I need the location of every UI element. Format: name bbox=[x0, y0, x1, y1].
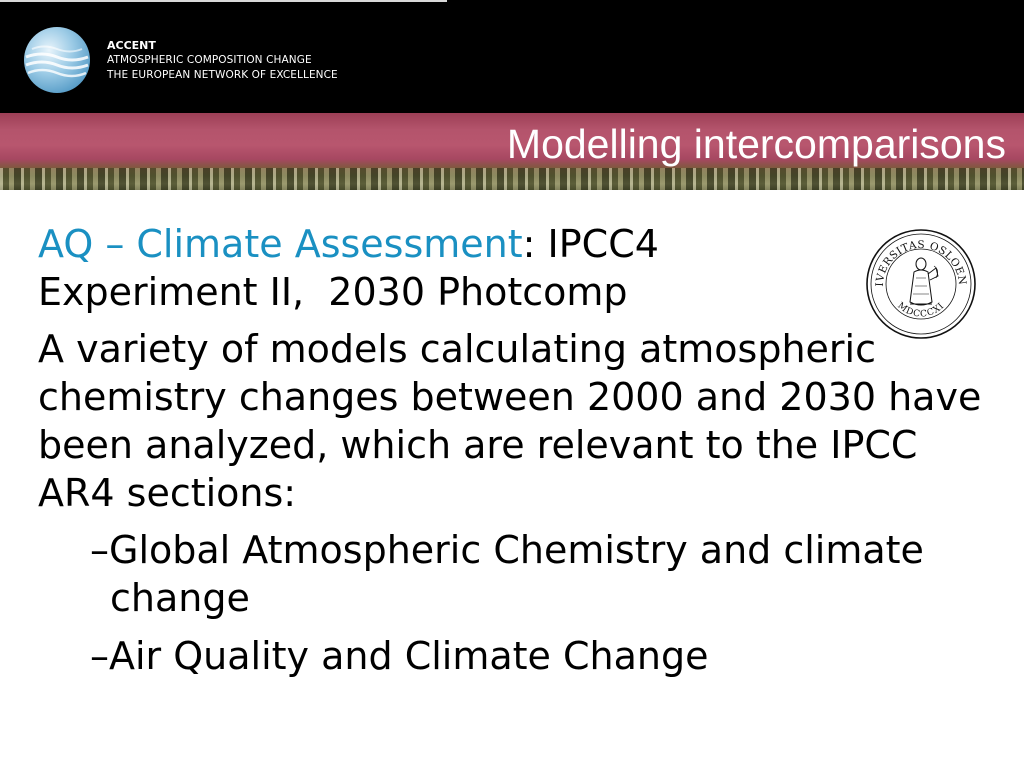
section-item-global-chemistry: –Global Atmospheric Chemistry and climate change bbox=[90, 528, 924, 620]
seal-ring-text: IVERSITAS OSLOEN bbox=[873, 238, 969, 287]
assessment-highlight: AQ – Climate Assessment bbox=[38, 222, 523, 266]
header-banner bbox=[0, 0, 1024, 190]
header-top-line bbox=[0, 0, 447, 2]
logo-line-network: THE EUROPEAN NETWORK OF EXCELLENCE bbox=[107, 69, 338, 81]
assessment-paragraph bbox=[38, 220, 778, 316]
section-item-air-quality: –Air Quality and Climate Change bbox=[90, 634, 709, 678]
logo-line-atmospheric: ATMOSPHERIC COMPOSITION CHANGE bbox=[107, 54, 312, 66]
accent-logo-text bbox=[107, 38, 338, 83]
slide-body bbox=[38, 220, 998, 690]
header-photo-texture bbox=[0, 168, 1024, 190]
accent-globe-logo-icon bbox=[24, 27, 90, 93]
assessment-detail: : IPCC4 Experiment II, 2030 Photcomp bbox=[38, 222, 659, 314]
seal-bottom-text: MDCCCXI bbox=[895, 300, 947, 320]
models-paragraph: A variety of models calculating atmospheric chemistry changes between 2000 and 2030 have been analyzed, which are relevant to the IPCC AR4 sections: bbox=[38, 327, 982, 515]
logo-line-accent: ACCENT bbox=[107, 39, 156, 52]
slide-title: Modelling intercomparisons bbox=[506, 121, 1006, 167]
